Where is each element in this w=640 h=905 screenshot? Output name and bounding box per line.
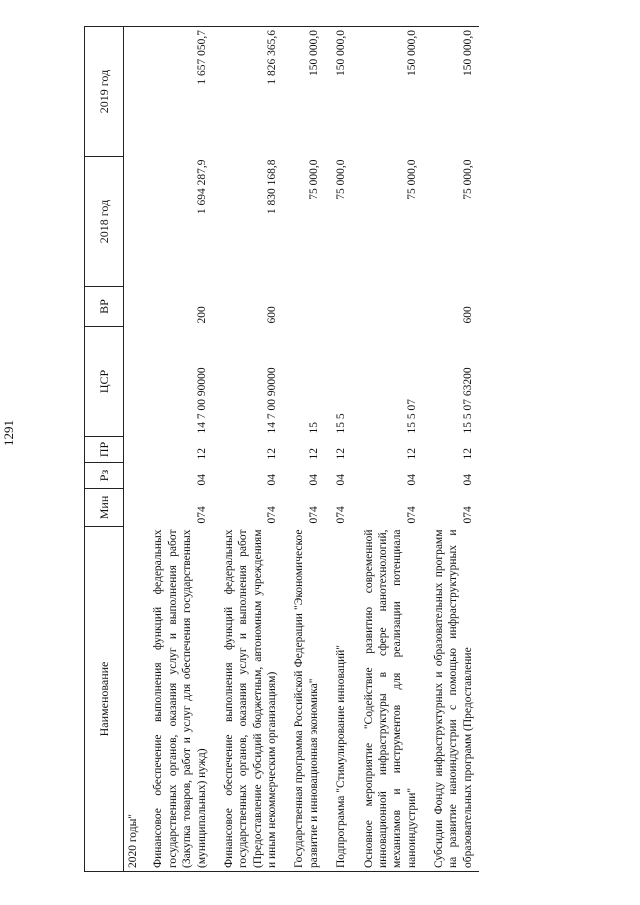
header-pr: ПР [85,437,124,463]
row-vr: 600 [266,306,278,324]
header-2018: 2018 год [85,157,124,287]
row-2018: 75 000,0 [405,159,418,200]
row-csr: 15 5 07 63200 [461,367,474,434]
row-2019: 150 000,0 [325,27,352,157]
row-name: Субсидии Фонду инфраструктурных и образовательных программ на развитие наноиндустрии с помощью инфраструктурных и образовательных программ (Предоставление [423,527,479,872]
row-pr: 12 [266,448,278,460]
row-pr: 12 [335,448,348,460]
table-row [213,27,284,872]
page-number-text: 1291 [1,420,16,446]
table-row [142,27,213,872]
row-rz: 04 [266,474,278,486]
row-pr: 12 [405,448,418,460]
budget-table [84,26,479,872]
row-vr [353,287,424,327]
budget-table-container [84,27,584,872]
row-2018: 1 830 168,8 [266,159,278,215]
row-name: Основное мероприятие "Содействие развитию современной инновационной инфраструктуры в сфере нанотехнологий, механизмов и инструментов для реализации потенциала наноиндустрии" [353,527,424,872]
table-row [283,27,325,872]
row-name: Подпрограмма "Стимулирование инноваций" [325,527,352,872]
row-2019: 150 000,0 [423,27,479,157]
header-rz: Рз [85,463,124,489]
header-vr: ВР [85,287,124,327]
row-rz: 04 [307,474,320,486]
header-name: Наименование [85,527,124,872]
header-csr: ЦСР [85,327,124,437]
row-pr: 12 [195,448,208,460]
row-csr: 15 5 07 [405,399,418,434]
row-2019: 1 657 050,7 [142,27,213,157]
row-2018: 1 694 287,9 [195,159,208,215]
row-csr: 14 7 00 90000 [195,367,208,434]
row-2019: 150 000,0 [283,27,325,157]
header-2019: 2019 год [85,27,124,157]
row-csr: 15 5 [335,413,348,434]
row-vr: 600 [461,306,474,324]
row-min: 074 [307,506,320,524]
table-header-row [85,27,124,872]
table-row [353,27,424,872]
row-rz: 04 [405,474,418,486]
row-pr: 12 [307,448,320,460]
row-name: Финансовое обеспечение выполнения функций федеральных государственных органов, оказания услуг и выполнения работ (Закупка товаров, работ и услуг для обеспечения государственных (муниципальных) нужд) [142,527,213,872]
row-name: Государственная программа Российской Федерации "Экономическое развитие и инновационная экономика" [283,527,325,872]
row-name: Финансовое обеспечение выполнения функций федеральных государственных органов, оказания услуг и выполнения работ (Предоставление субсидий бюджетным, автономным учреждениям и иным некоммерческим организациям) [213,527,284,872]
table-row [325,27,352,872]
table-row [423,27,479,872]
row-2019: 1 826 365,6 [213,27,284,157]
row-rz: 04 [461,474,474,486]
row-2018: 75 000,0 [335,159,348,200]
row-min: 074 [405,506,418,524]
row-min: 074 [335,506,348,524]
row-rz: 04 [195,474,208,486]
row-min: 074 [195,506,208,524]
row-2018: 75 000,0 [461,159,474,200]
row-2018: 75 000,0 [307,159,320,200]
year-label: 2020 годы" [124,527,143,872]
page-number [0,418,18,448]
row-min: 074 [266,506,278,524]
row-vr [283,287,325,327]
header-min: Мин [85,489,124,527]
year-row [124,27,143,872]
row-pr: 12 [461,448,474,460]
row-csr: 15 [307,422,320,434]
row-min: 074 [461,506,474,524]
row-rz: 04 [335,474,348,486]
row-vr: 200 [195,306,208,324]
row-2019: 150 000,0 [353,27,424,157]
row-vr [325,287,352,327]
row-csr: 14 7 00 90000 [266,367,278,434]
